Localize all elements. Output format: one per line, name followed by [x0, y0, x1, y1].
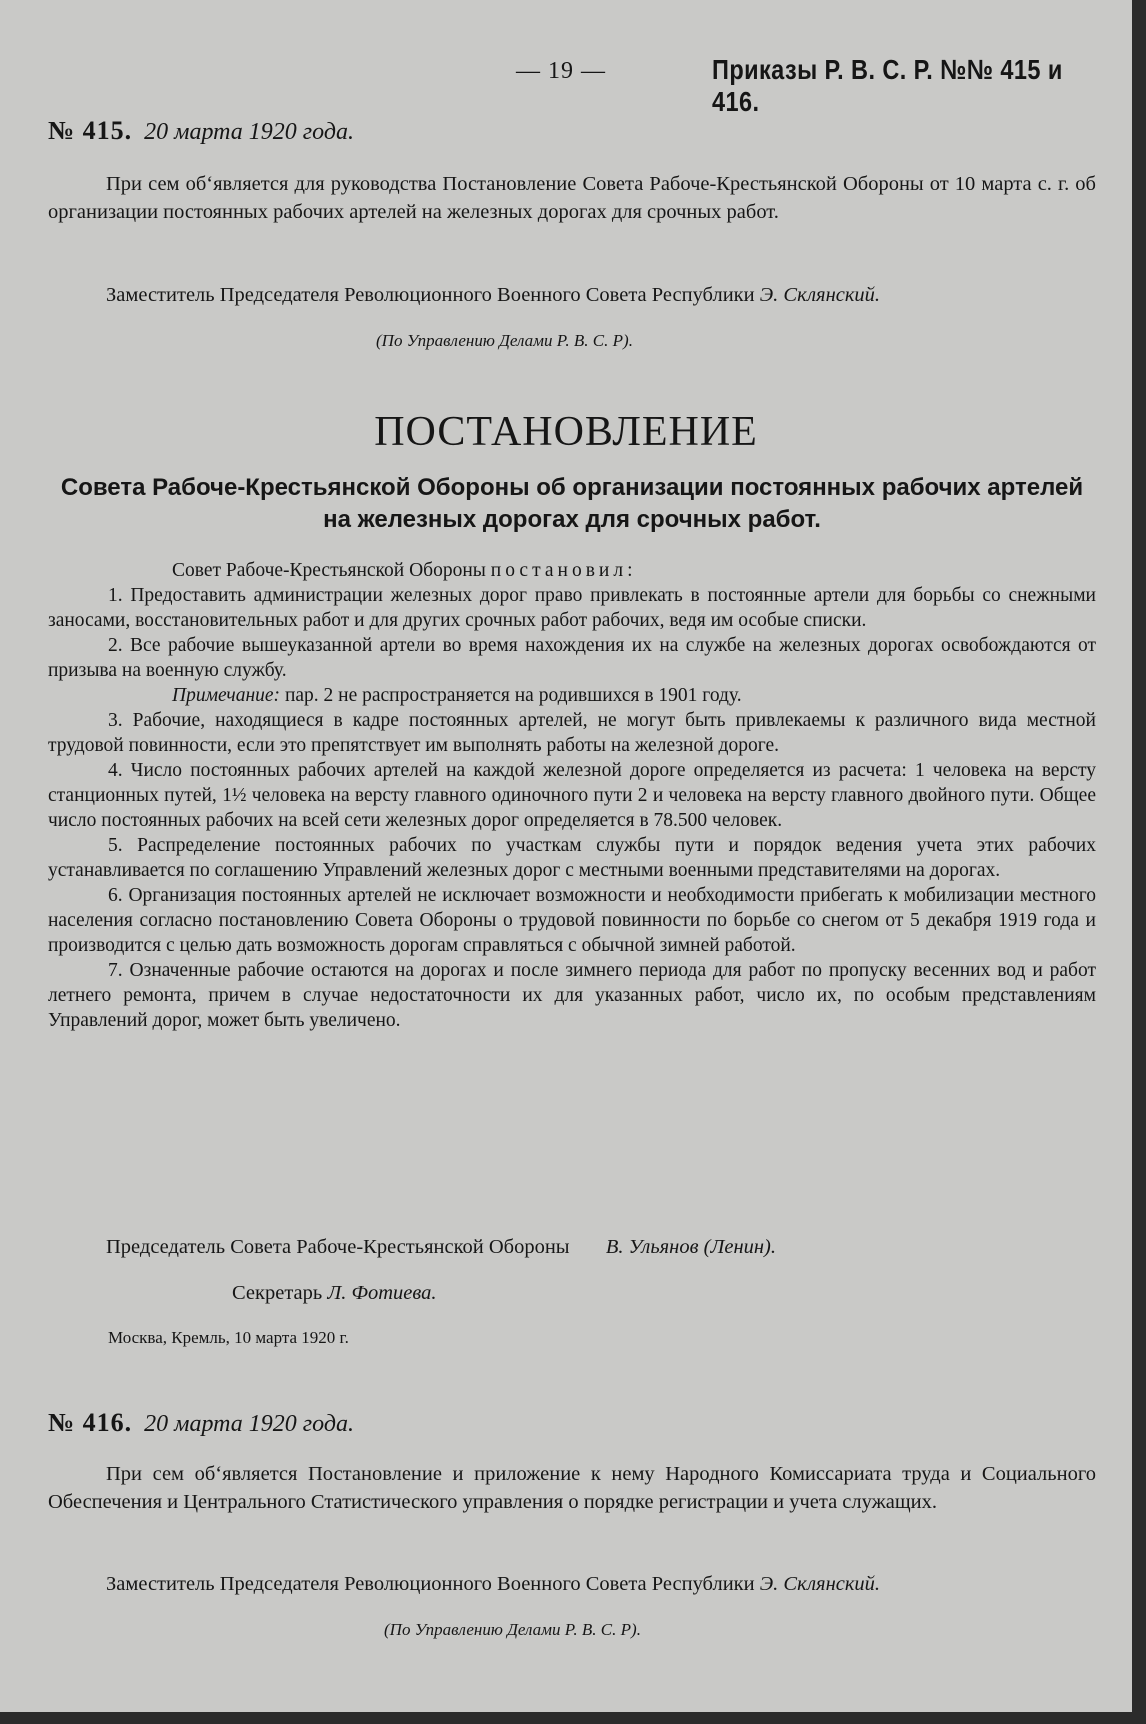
order-number: № 415.	[48, 116, 133, 145]
decree-item-1: 1. Предоставить администрации железных дорог право привлекать в постоянные артели для борьбы со снежными заносами, восстановительных работ и для других срочных работ рабочих, ведя им особые списки.	[48, 585, 1096, 631]
decree-intro-verb: постановил:	[490, 560, 637, 581]
signature-title: Заместитель Председателя Революционного Военного Совета Республики	[106, 284, 755, 306]
order-date: 20 марта 1920 года.	[144, 1411, 354, 1437]
order-416-heading	[48, 1408, 354, 1438]
decree-body	[48, 558, 1096, 1033]
order-date: 20 марта 1920 года.	[144, 119, 354, 145]
order-415-office: (По Управлению Делами Р. В. С. Р).	[376, 331, 633, 350]
secretary-name: Л. Фотиева.	[327, 1282, 437, 1304]
order-415-signature	[106, 281, 880, 309]
order-416-signature	[106, 1570, 880, 1598]
decree-item-7: 7. Означенные рабочие остаются на дорогах и после зимнего периода для работ по пропуску весенних вод и работ летнего ремонта, причем в случае недостаточности их для указанных работ, число их, по особым представлениям Управлений дорог, может быть увеличено.	[48, 960, 1096, 1031]
chairman-name: В. Ульянов (Ленин).	[605, 1236, 776, 1258]
note-label: Примечание:	[172, 685, 281, 706]
decree-intro	[48, 558, 1096, 583]
signature-title: Заместитель Председателя Революционного Военного Совета Республики	[106, 1573, 755, 1595]
running-header-title: Приказы Р. В. С. Р. №№ 415 и 416.	[712, 54, 1063, 117]
decree-title: ПОСТАНОВЛЕНИЕ	[374, 409, 758, 455]
decree-item-2: 2. Все рабочие вышеуказанной артели во время нахождения их на службе на железных дорогах освобождаются от призыва на военную службу.	[48, 635, 1096, 681]
decree-item-3: 3. Рабочие, находящиеся в кадре постоянных артелей, не могут быть привлекаемы к различного вида местной трудовой повинности, если это препятствует им выполнять работы на железной дороге.	[48, 710, 1096, 756]
page-number: — 19 —	[516, 58, 606, 84]
decree-item-4: 4. Число постоянных рабочих артелей на каждой железной дороге определяется из расчета: 1 человека на версту станционных путей, 1½ человека на версту главного одиночного пути 2 и человека на версту главного двойного пути. Общее число постоянных рабочих на всей сети железных дорог определяется в 78.500 человек.	[48, 760, 1096, 831]
order-416-text: При сем об‘является Постановление и приложение к нему Народного Комиссариата труда и Социального Обеспечения и Центрального Статистического управления о порядке регистрации и учета служащих.	[48, 1463, 1096, 1513]
order-415-heading	[48, 116, 354, 146]
decree-item-5: 5. Распределение постоянных рабочих по участкам службы пути и порядок ведения учета этих рабочих устанавливается по соглашению Управлений железных дорог с местными военными представителями на дорогах.	[48, 835, 1096, 881]
signature-name: Э. Склянский.	[759, 1573, 881, 1595]
decree-note	[48, 683, 1096, 708]
order-415-text: При сем об‘является для руководства Постановление Совета Рабоче-Крестьянской Обороны от 10 марта с. г. об организации постоянных рабочих артелей на железных дорогах для срочных работ.	[48, 173, 1096, 223]
decree-intro-text: Совет Рабоче-Крестьянской Обороны	[172, 560, 486, 581]
chairman-signature	[106, 1236, 776, 1259]
order-416-office: (По Управлению Делами Р. В. С. Р).	[384, 1620, 641, 1639]
decree-subtitle: Совета Рабоче-Крестьянской Обороны об организации постоянных рабочих артелей на железных дорогах для срочных работ.	[60, 474, 1084, 533]
place-and-date: Москва, Кремль, 10 марта 1920 г.	[108, 1328, 349, 1347]
secretary-signature	[232, 1282, 437, 1305]
decree-item-6: 6. Организация постоянных артелей не исключает возможности и необходимости прибегать к мобилизации местного населения согласно постановлению Совета Обороны о трудовой повинности по борьбе со снегом от 5 декабря 1919 года и производится с целью дать возможность дорогам справляться с обычной зимней работой.	[48, 885, 1096, 956]
secretary-title: Секретарь	[232, 1282, 323, 1304]
note-text: пар. 2 не распространяется на родившихся в 1901 году.	[284, 685, 742, 706]
order-number: № 416.	[48, 1408, 133, 1437]
signature-name: Э. Склянский.	[759, 284, 881, 306]
chairman-title: Председатель Совета Рабоче-Крестьянской Обороны	[106, 1236, 570, 1258]
